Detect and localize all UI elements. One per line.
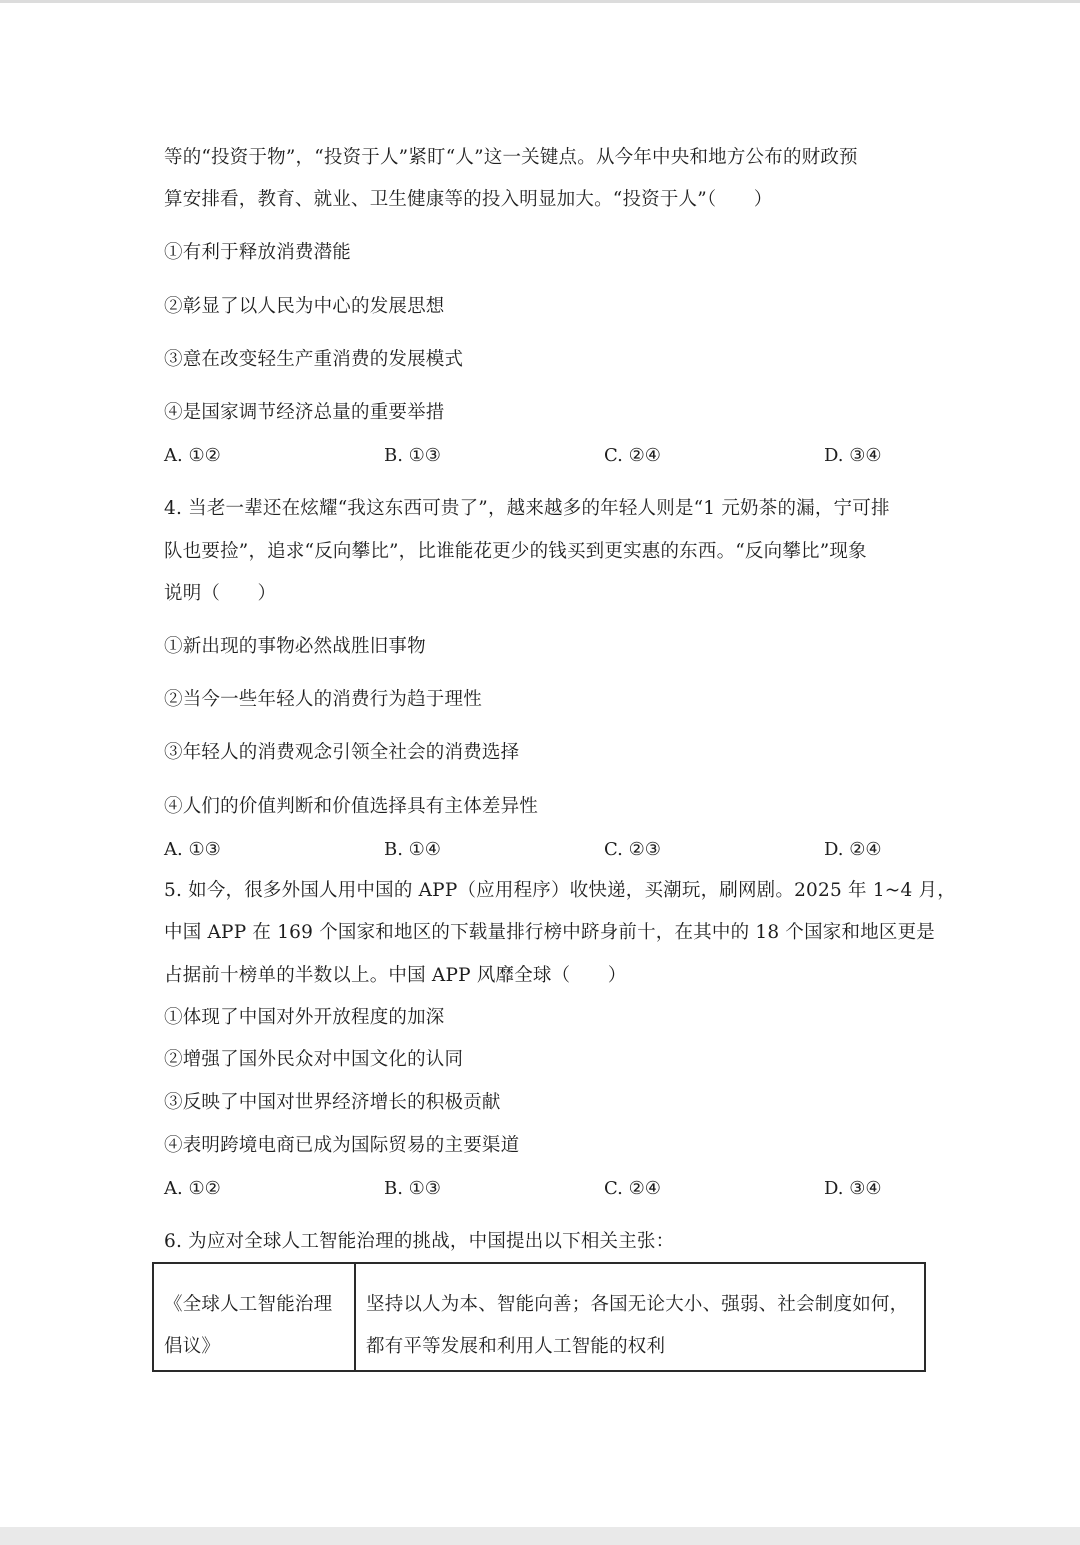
q3-item-1: ①有利于释放消费潜能 [164, 242, 352, 263]
q4-stem-line-2: 队也要捡”，追求“反向攀比”，比谁能花更少的钱买到更实惠的东西。“反向攀比”现象 [164, 541, 867, 562]
q3-option-d: D. ③④ [824, 445, 882, 466]
q4-stem-line-1: 4. 当老一辈还在炫耀“我这东西可贵了”，越来越多的年轻人则是“1 元奶茶的漏，宁可排 [164, 498, 890, 519]
q5-item-3: ③反映了中国对世界经济增长的积极贡献 [164, 1092, 501, 1113]
q4-option-b: B. ①④ [384, 839, 441, 860]
q6-table-right-line-2: 都有平等发展和利用人工智能的权利 [366, 1336, 666, 1357]
q3-item-3: ③意在改变轻生产重消费的发展模式 [164, 349, 464, 370]
q4-option-a: A. ①③ [164, 839, 221, 860]
q4-item-4: ④人们的价值判断和价值选择具有主体差异性 [164, 796, 539, 817]
q3-stem-line-1: 等的“投资于物”，“投资于人”紧盯“人”这一关键点。从今年中央和地方公布的财政预 [164, 147, 858, 168]
q3-option-a: A. ①② [164, 445, 221, 466]
q5-option-c: C. ②④ [604, 1178, 661, 1199]
q6-table-right-cell [356, 1264, 924, 1370]
q6-stem: 6. 为应对全球人工智能治理的挑战，中国提出以下相关主张： [164, 1231, 675, 1252]
q6-table-right-line-1: 坚持以人为本、智能向善；各国无论大小、强弱、社会制度如何， [366, 1294, 909, 1315]
q6-table-left-line-2: 倡议》 [164, 1336, 221, 1357]
q3-stem-line-2: 算安排看，教育、就业、卫生健康等的投入明显加大。“投资于人”（ ） [164, 189, 773, 210]
q3-option-c: C. ②④ [604, 445, 661, 466]
q4-item-3: ③年轻人的消费观念引领全社会的消费选择 [164, 742, 520, 763]
q3-item-4: ④是国家调节经济总量的重要举措 [164, 402, 445, 423]
q6-table [152, 1262, 926, 1372]
q4-option-d: D. ②④ [824, 839, 882, 860]
q5-item-4: ④表明跨境电商已成为国际贸易的主要渠道 [164, 1135, 520, 1156]
q6-table-left-line-1: 《全球人工智能治理 [164, 1294, 333, 1315]
q5-item-2: ②增强了国外民众对中国文化的认同 [164, 1049, 464, 1070]
q3-option-b: B. ①③ [384, 445, 441, 466]
q4-item-1: ①新出现的事物必然战胜旧事物 [164, 636, 426, 657]
q5-stem-line-2: 中国 APP 在 169 个国家和地区的下载量排行榜中跻身前十，在其中的 18 个国家和地区更是 [164, 922, 935, 943]
q4-stem-line-3: 说明（ ） [164, 583, 277, 604]
q5-stem-line-1: 5. 如今，很多外国人用中国的 APP（应用程序）收快递，买潮玩，刷网剧。2025 年 1~4 月， [164, 880, 956, 901]
q5-option-a: A. ①② [164, 1178, 221, 1199]
q6-table-left-cell [154, 1264, 356, 1370]
q5-item-1: ①体现了中国对外开放程度的加深 [164, 1007, 445, 1028]
q5-stem-line-3: 占据前十榜单的半数以上。中国 APP 风靡全球（ ） [164, 965, 627, 986]
q5-option-b: B. ①③ [384, 1178, 441, 1199]
q4-option-c: C. ②③ [604, 839, 661, 860]
q3-item-2: ②彰显了以人民为中心的发展思想 [164, 296, 445, 317]
q4-item-2: ②当今一些年轻人的消费行为趋于理性 [164, 689, 482, 710]
q5-option-d: D. ③④ [824, 1178, 882, 1199]
